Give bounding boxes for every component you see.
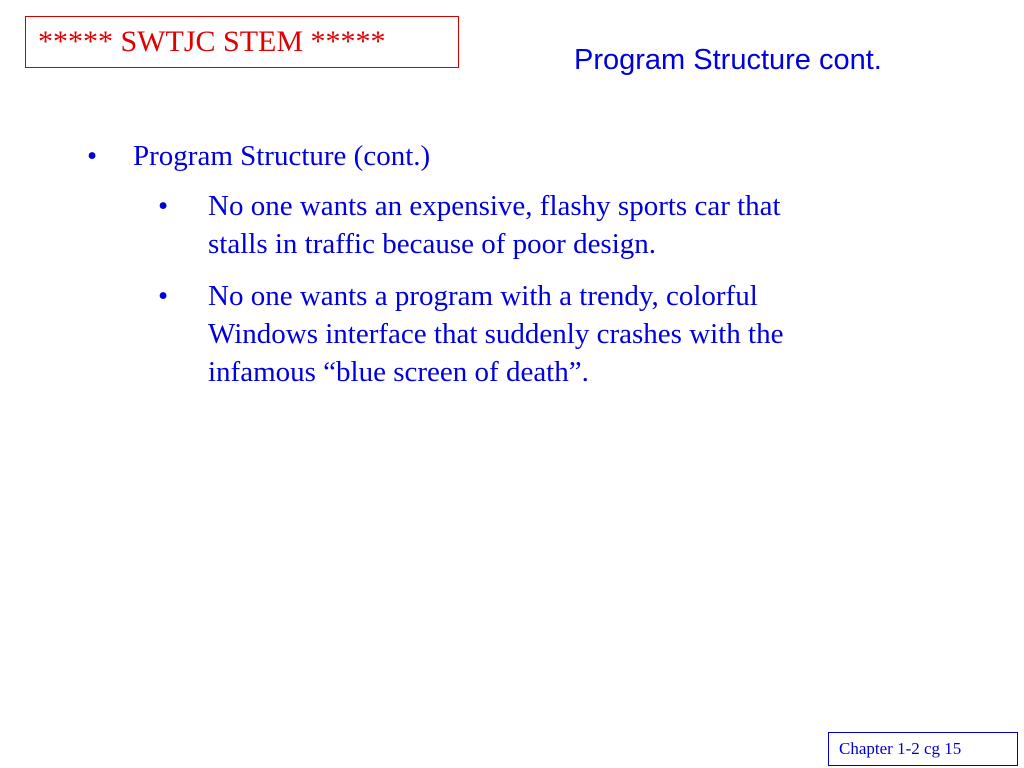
bullet-marker: • [158, 280, 169, 312]
swtjc-stem-banner [25, 16, 459, 68]
footer-label: Chapter 1-2 cg 15 [839, 739, 962, 758]
bullet-text: No one wants an expensive, flashy sports car that stalls in traffic because of poor design. [208, 190, 781, 260]
bullet-marker: • [87, 140, 98, 172]
banner-text: ***** SWTJC STEM ***** [38, 25, 386, 58]
slide-title: Program Structure cont. [574, 44, 882, 76]
bullet-text: Program Structure (cont.) [133, 140, 431, 172]
slide-footer [828, 732, 1018, 766]
bullet-text: No one wants a program with a trendy, colorful Windows interface that suddenly crashes with the infamous “blue screen of death”. [208, 280, 784, 388]
bullet-marker: • [158, 190, 169, 222]
